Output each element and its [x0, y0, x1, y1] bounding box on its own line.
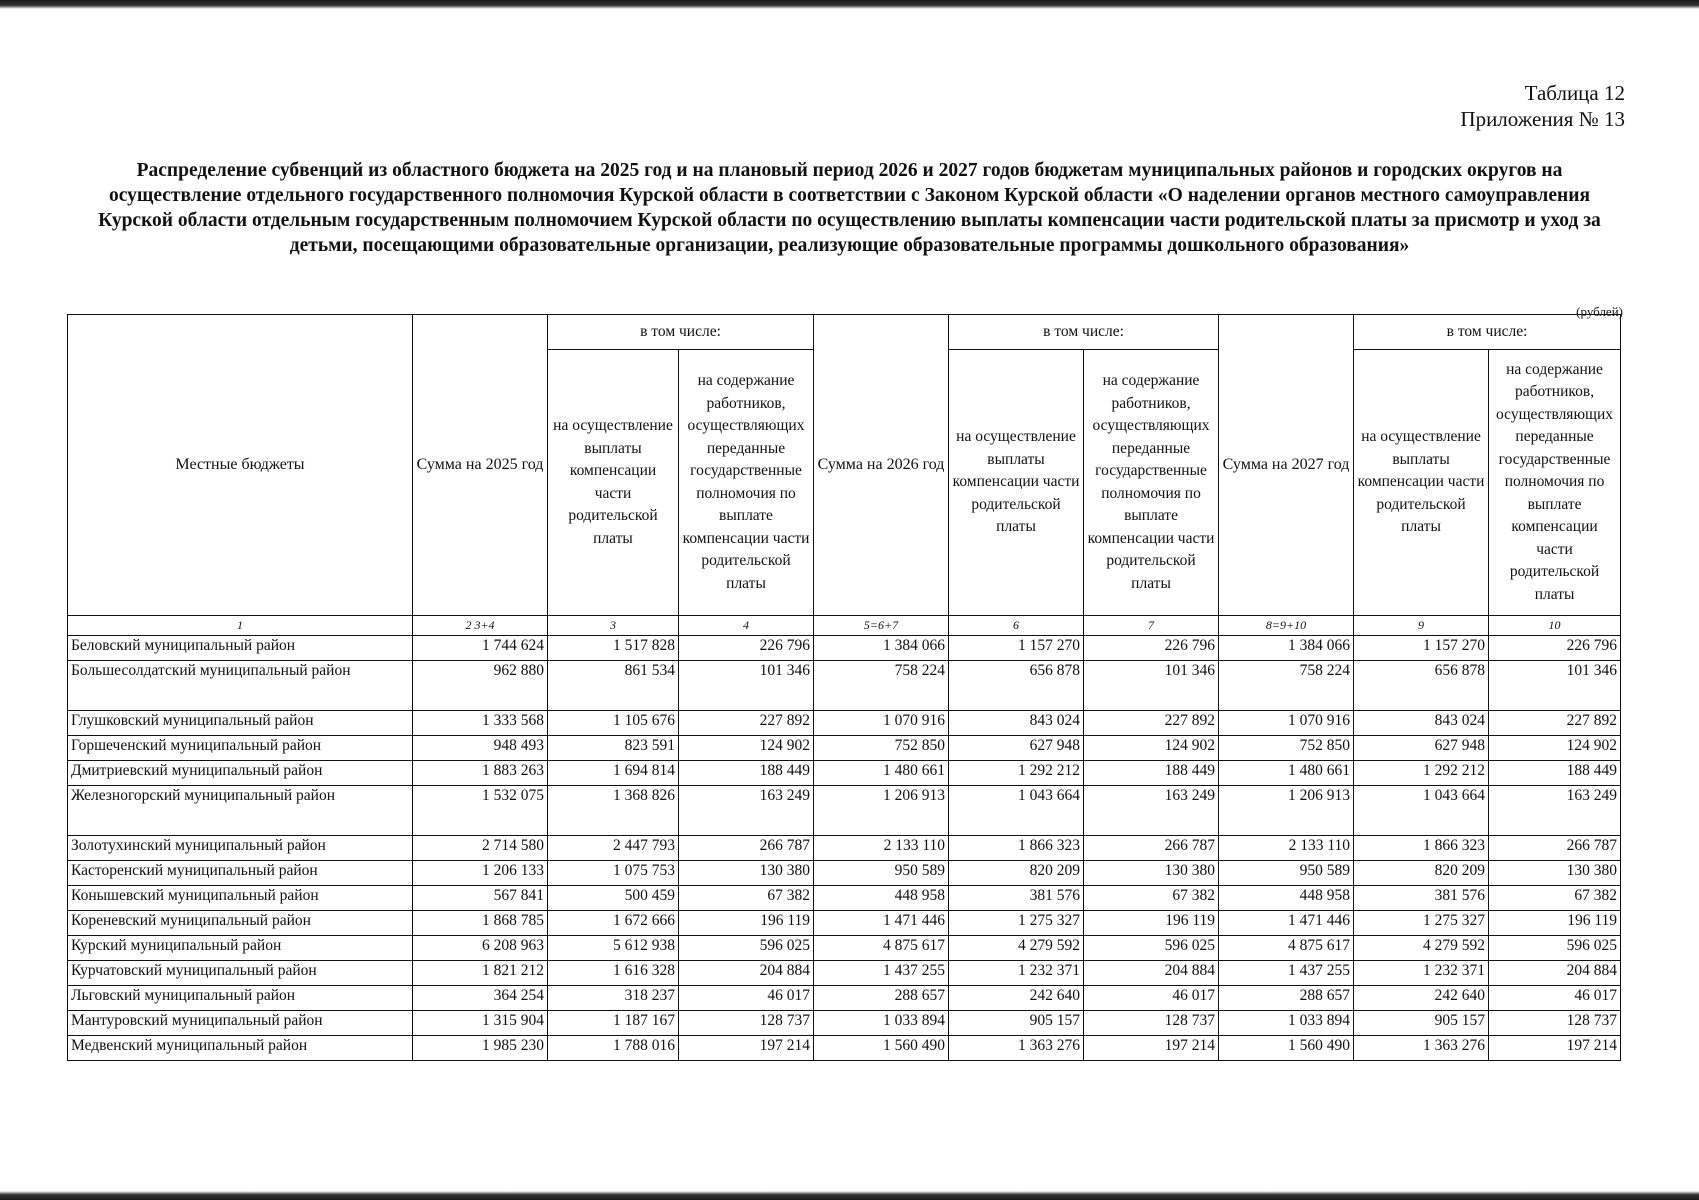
appendix-reference — [1460, 80, 1625, 132]
amount-cell: 1 292 212 — [1354, 761, 1489, 786]
amount-cell: 318 237 — [548, 986, 679, 1011]
amount-cell: 128 737 — [679, 1011, 814, 1036]
amount-cell: 226 796 — [679, 636, 814, 661]
amount-cell: 596 025 — [1084, 936, 1219, 961]
district-name: Медвенский муниципальный район — [68, 1036, 413, 1061]
amount-cell: 204 884 — [1489, 961, 1621, 986]
column-number: 2 3+4 — [413, 616, 548, 636]
amount-cell: 46 017 — [1084, 986, 1219, 1011]
amount-cell: 905 157 — [949, 1011, 1084, 1036]
amount-cell: 163 249 — [1489, 786, 1621, 836]
district-name: Беловский муниципальный район — [68, 636, 413, 661]
amount-cell: 1 292 212 — [949, 761, 1084, 786]
amount-cell: 1 517 828 — [548, 636, 679, 661]
amount-cell: 758 224 — [1219, 661, 1354, 711]
header-payment-2025: на осуществление выплаты компенсации части родительской платы — [548, 350, 679, 616]
amount-cell: 1 384 066 — [1219, 636, 1354, 661]
district-name: Конышевский муниципальный район — [68, 886, 413, 911]
amount-cell: 381 576 — [1354, 886, 1489, 911]
amount-cell: 128 737 — [1489, 1011, 1621, 1036]
amount-cell: 1 985 230 — [413, 1036, 548, 1061]
amount-cell: 1 480 661 — [814, 761, 949, 786]
amount-cell: 1 070 916 — [1219, 711, 1354, 736]
table-row — [68, 711, 1621, 736]
table-number: Таблица 12 — [1524, 81, 1625, 105]
amount-cell: 1 157 270 — [949, 636, 1084, 661]
amount-cell: 288 657 — [1219, 986, 1354, 1011]
amount-cell: 752 850 — [1219, 736, 1354, 761]
amount-cell: 101 346 — [1489, 661, 1621, 711]
amount-cell: 843 024 — [1354, 711, 1489, 736]
amount-cell: 905 157 — [1354, 1011, 1489, 1036]
amount-cell: 1 232 371 — [1354, 961, 1489, 986]
table-row — [68, 736, 1621, 761]
amount-cell: 67 382 — [1084, 886, 1219, 911]
amount-cell: 1 560 490 — [1219, 1036, 1354, 1061]
table-row — [68, 961, 1621, 986]
amount-cell: 46 017 — [1489, 986, 1621, 1011]
amount-cell: 124 902 — [1489, 736, 1621, 761]
amount-cell: 758 224 — [814, 661, 949, 711]
amount-cell: 2 714 580 — [413, 836, 548, 861]
amount-cell: 861 534 — [548, 661, 679, 711]
amount-cell: 2 133 110 — [814, 836, 949, 861]
amount-cell: 1 384 066 — [814, 636, 949, 661]
amount-cell: 196 119 — [679, 911, 814, 936]
amount-cell: 1 883 263 — [413, 761, 548, 786]
amount-cell: 627 948 — [949, 736, 1084, 761]
amount-cell: 6 208 963 — [413, 936, 548, 961]
amount-cell: 227 892 — [679, 711, 814, 736]
amount-cell: 242 640 — [949, 986, 1084, 1011]
district-name: Глушковский муниципальный район — [68, 711, 413, 736]
amount-cell: 46 017 — [679, 986, 814, 1011]
amount-cell: 1 616 328 — [548, 961, 679, 986]
table-row — [68, 786, 1621, 836]
amount-cell: 1 744 624 — [413, 636, 548, 661]
district-name: Большесолдатский муниципальный район — [68, 661, 413, 711]
amount-cell: 448 958 — [814, 886, 949, 911]
header-including-2025: в том числе: — [548, 315, 814, 350]
amount-cell: 1 206 913 — [814, 786, 949, 836]
amount-cell: 948 493 — [413, 736, 548, 761]
header-sum-2027: Сумма на 2027 год — [1219, 315, 1354, 616]
amount-cell: 1 105 676 — [548, 711, 679, 736]
amount-cell: 197 214 — [679, 1036, 814, 1061]
table-row — [68, 661, 1621, 711]
amount-cell: 1 437 255 — [814, 961, 949, 986]
header-sum-2026: Сумма на 2026 год — [814, 315, 949, 616]
amount-cell: 381 576 — [949, 886, 1084, 911]
amount-cell: 1 043 664 — [949, 786, 1084, 836]
amount-cell: 1 560 490 — [814, 1036, 949, 1061]
amount-cell: 1 043 664 — [1354, 786, 1489, 836]
amount-cell: 130 380 — [1084, 861, 1219, 886]
district-name: Мантуровский муниципальный район — [68, 1011, 413, 1036]
amount-cell: 197 214 — [1489, 1036, 1621, 1061]
amount-cell: 1 206 913 — [1219, 786, 1354, 836]
amount-cell: 5 612 938 — [548, 936, 679, 961]
amount-cell: 196 119 — [1084, 911, 1219, 936]
amount-cell: 1 232 371 — [949, 961, 1084, 986]
amount-cell: 627 948 — [1354, 736, 1489, 761]
amount-cell: 4 875 617 — [814, 936, 949, 961]
table-row — [68, 936, 1621, 961]
amount-cell: 1 480 661 — [1219, 761, 1354, 786]
table-row — [68, 986, 1621, 1011]
table-row — [68, 1011, 1621, 1036]
amount-cell: 1 788 016 — [548, 1036, 679, 1061]
amount-cell: 101 346 — [679, 661, 814, 711]
amount-cell: 196 119 — [1489, 911, 1621, 936]
district-name: Кореневский муниципальный район — [68, 911, 413, 936]
amount-cell: 1 333 568 — [413, 711, 548, 736]
table-row — [68, 1036, 1621, 1061]
amount-cell: 448 958 — [1219, 886, 1354, 911]
amount-cell: 288 657 — [814, 986, 949, 1011]
table-row — [68, 761, 1621, 786]
amount-cell: 1 672 666 — [548, 911, 679, 936]
amount-cell: 1 363 276 — [1354, 1036, 1489, 1061]
table-row — [68, 636, 1621, 661]
district-name: Дмитриевский муниципальный район — [68, 761, 413, 786]
amount-cell: 656 878 — [949, 661, 1084, 711]
amount-cell: 1 821 212 — [413, 961, 548, 986]
amount-cell: 596 025 — [1489, 936, 1621, 961]
table-row — [68, 861, 1621, 886]
appendix-number: Приложения № 13 — [1460, 107, 1625, 131]
amount-cell: 843 024 — [949, 711, 1084, 736]
amount-cell: 204 884 — [679, 961, 814, 986]
unit-label: (рублей) — [1576, 304, 1623, 319]
amount-cell: 500 459 — [548, 886, 679, 911]
amount-cell: 1 187 167 — [548, 1011, 679, 1036]
column-number: 10 — [1489, 616, 1621, 636]
scan-edge-top — [0, 0, 1699, 9]
amount-cell: 1 866 323 — [1354, 836, 1489, 861]
amount-cell: 227 892 — [1084, 711, 1219, 736]
amount-cell: 266 787 — [1489, 836, 1621, 861]
district-name: Золотухинский муниципальный район — [68, 836, 413, 861]
amount-cell: 124 902 — [1084, 736, 1219, 761]
amount-cell: 1 075 753 — [548, 861, 679, 886]
amount-cell: 820 209 — [1354, 861, 1489, 886]
amount-cell: 226 796 — [1489, 636, 1621, 661]
column-number: 8=9+10 — [1219, 616, 1354, 636]
header-staff-2027: на содержание работников, осуществляющих переданные государственные полномочия по выплате компенсации части родительской платы — [1489, 350, 1621, 616]
amount-cell: 124 902 — [679, 736, 814, 761]
district-name: Курский муниципальный район — [68, 936, 413, 961]
column-number: 7 — [1084, 616, 1219, 636]
scan-edge-bottom — [0, 1191, 1699, 1200]
amount-cell: 1 471 446 — [814, 911, 949, 936]
column-number: 6 — [949, 616, 1084, 636]
amount-cell: 1 866 323 — [949, 836, 1084, 861]
district-name: Курчатовский муниципальный район — [68, 961, 413, 986]
amount-cell: 227 892 — [1489, 711, 1621, 736]
column-number: 1 — [68, 616, 413, 636]
header-including-2027: в том числе: — [1354, 315, 1621, 350]
amount-cell: 130 380 — [1489, 861, 1621, 886]
table-row — [68, 886, 1621, 911]
header-including-2026: в том числе: — [949, 315, 1219, 350]
header-local-budgets: Местные бюджеты — [68, 315, 413, 616]
amount-cell: 266 787 — [1084, 836, 1219, 861]
header-payment-2027: на осуществление выплаты компенсации части родительской платы — [1354, 350, 1489, 616]
amount-cell: 130 380 — [679, 861, 814, 886]
column-number: 4 — [679, 616, 814, 636]
district-name: Железногорский муниципальный район — [68, 786, 413, 836]
amount-cell: 266 787 — [679, 836, 814, 861]
amount-cell: 4 279 592 — [949, 936, 1084, 961]
amount-cell: 962 880 — [413, 661, 548, 711]
amount-cell: 364 254 — [413, 986, 548, 1011]
document-title: Распределение субвенций из областного бюджета на 2025 год и на плановый период 2026 и 2027 годов бюджетам муниципальных районов и городских округов на осуществление отдельного государственного полномочия Курской области в соответствии с Законом Курской области «О наделении органов местного самоуправления Курской области отдельным государственным полномочием Курской области по осуществлению выплаты компенсации части родительской платы за присмотр и уход за детьми, посещающими образовательные организации, реализующие образовательные программы дошкольного образования» — [98, 160, 1601, 256]
amount-cell: 1 315 904 — [413, 1011, 548, 1036]
table-row — [68, 911, 1621, 936]
amount-cell: 2 133 110 — [1219, 836, 1354, 861]
amount-cell: 1 368 826 — [548, 786, 679, 836]
column-number: 5=6+7 — [814, 616, 949, 636]
amount-cell: 950 589 — [814, 861, 949, 886]
amount-cell: 67 382 — [1489, 886, 1621, 911]
district-name: Горшеченский муниципальный район — [68, 736, 413, 761]
amount-cell: 596 025 — [679, 936, 814, 961]
amount-cell: 242 640 — [1354, 986, 1489, 1011]
amount-cell: 163 249 — [1084, 786, 1219, 836]
amount-cell: 4 875 617 — [1219, 936, 1354, 961]
subvention-table — [67, 314, 1621, 1061]
column-number: 3 — [548, 616, 679, 636]
amount-cell: 1 363 276 — [949, 1036, 1084, 1061]
amount-cell: 823 591 — [548, 736, 679, 761]
amount-cell: 950 589 — [1219, 861, 1354, 886]
amount-cell: 1 275 327 — [1354, 911, 1489, 936]
amount-cell: 567 841 — [413, 886, 548, 911]
amount-cell: 1 471 446 — [1219, 911, 1354, 936]
district-name: Льговский муниципальный район — [68, 986, 413, 1011]
header-sum-2025: Сумма на 2025 год — [413, 315, 548, 616]
column-number: 9 — [1354, 616, 1489, 636]
amount-cell: 1 437 255 — [1219, 961, 1354, 986]
amount-cell: 204 884 — [1084, 961, 1219, 986]
amount-cell: 1 070 916 — [814, 711, 949, 736]
amount-cell: 188 449 — [679, 761, 814, 786]
amount-cell: 2 447 793 — [548, 836, 679, 861]
header-staff-2025: на содержание работников, осуществляющих переданные государственные полномочия по выплате компенсации части родительской платы — [679, 350, 814, 616]
amount-cell: 1 206 133 — [413, 861, 548, 886]
header-staff-2026: на содержание работников, осуществляющих переданные государственные полномочия по выплате компенсации части родительской платы — [1084, 350, 1219, 616]
amount-cell: 1 033 894 — [814, 1011, 949, 1036]
amount-cell: 1 694 814 — [548, 761, 679, 786]
amount-cell: 656 878 — [1354, 661, 1489, 711]
amount-cell: 1 532 075 — [413, 786, 548, 836]
amount-cell: 1 033 894 — [1219, 1011, 1354, 1036]
amount-cell: 163 249 — [679, 786, 814, 836]
amount-cell: 1 275 327 — [949, 911, 1084, 936]
header-payment-2026: на осуществление выплаты компенсации части родительской платы — [949, 350, 1084, 616]
amount-cell: 226 796 — [1084, 636, 1219, 661]
amount-cell: 188 449 — [1489, 761, 1621, 786]
district-name: Касторенский муниципальный район — [68, 861, 413, 886]
amount-cell: 197 214 — [1084, 1036, 1219, 1061]
amount-cell: 4 279 592 — [1354, 936, 1489, 961]
amount-cell: 820 209 — [949, 861, 1084, 886]
amount-cell: 128 737 — [1084, 1011, 1219, 1036]
amount-cell: 67 382 — [679, 886, 814, 911]
table-row — [68, 836, 1621, 861]
column-number-row — [68, 616, 1621, 636]
amount-cell: 188 449 — [1084, 761, 1219, 786]
amount-cell: 1 157 270 — [1354, 636, 1489, 661]
amount-cell: 1 868 785 — [413, 911, 548, 936]
amount-cell: 101 346 — [1084, 661, 1219, 711]
amount-cell: 752 850 — [814, 736, 949, 761]
